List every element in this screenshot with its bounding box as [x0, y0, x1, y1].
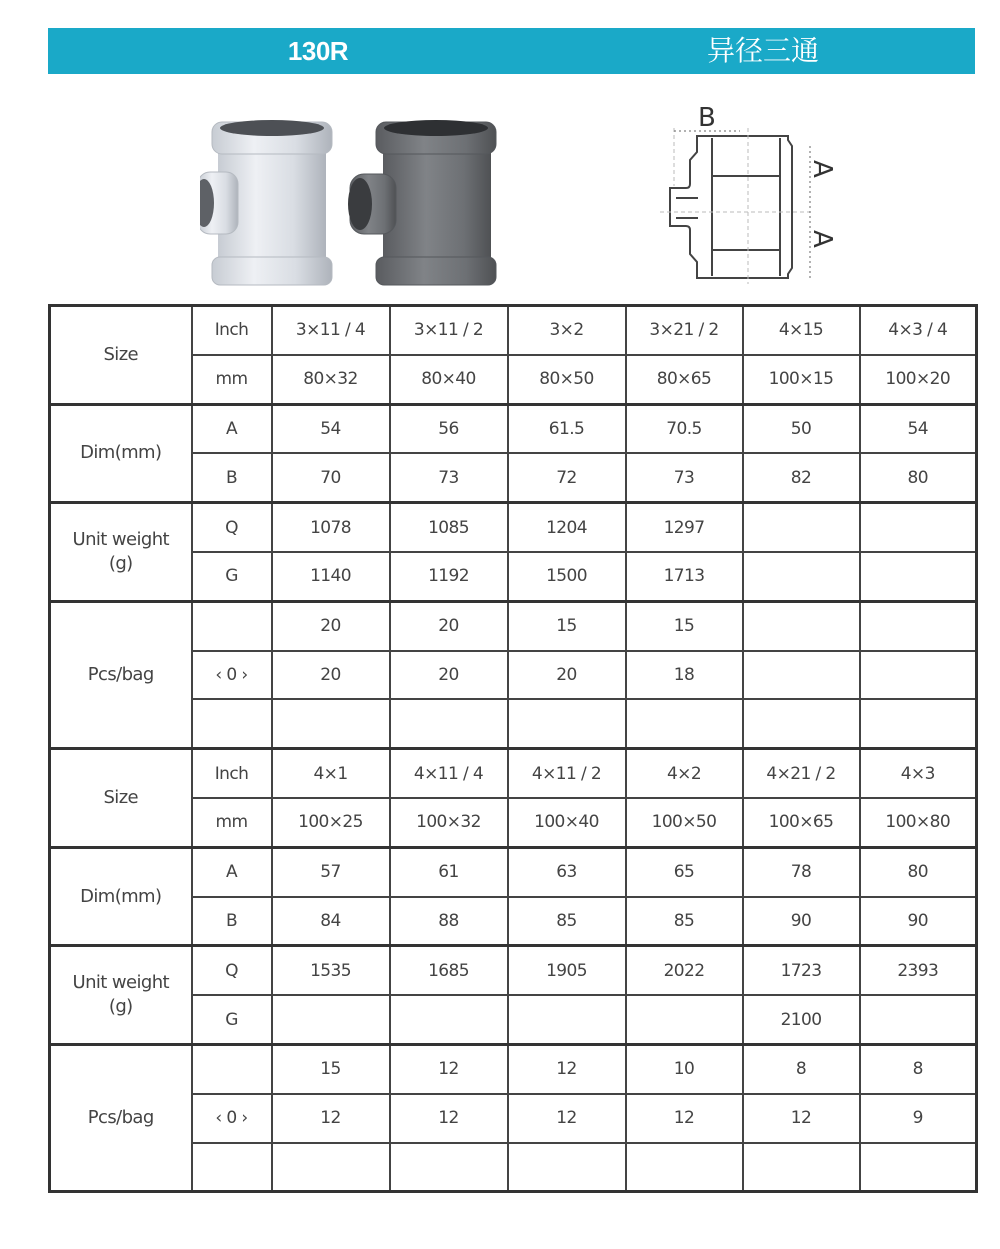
table-cell: 1078 — [272, 503, 390, 552]
table-cell — [743, 601, 860, 650]
table-cell: 54 — [860, 404, 977, 453]
table-cell: 15 — [272, 1044, 390, 1093]
sub-label: Q — [192, 503, 272, 552]
table-cell: 12 — [508, 1044, 626, 1093]
table-cell: 18 — [626, 651, 743, 700]
table-cell: 1140 — [272, 552, 390, 601]
table-row — [50, 1044, 977, 1093]
table-cell: 73 — [390, 453, 508, 502]
weight-label-line2: (g) — [108, 552, 133, 574]
table-cell — [508, 699, 626, 748]
table-cell — [508, 1143, 626, 1192]
sub-label: G — [192, 995, 272, 1044]
table-cell: 1723 — [743, 946, 860, 995]
table-cell: 1192 — [390, 552, 508, 601]
table-cell: 15 — [626, 601, 743, 650]
table-cell: 54 — [272, 404, 390, 453]
sub-label: G — [192, 552, 272, 601]
table-cell: 8 — [860, 1044, 977, 1093]
table-cell: 1500 — [508, 552, 626, 601]
title-banner — [48, 28, 975, 74]
table-cell: 4×11 / 4 — [390, 749, 508, 798]
table-cell: 80×50 — [508, 355, 626, 404]
product-photo — [200, 112, 545, 290]
table-cell: 65 — [626, 847, 743, 896]
table-cell — [860, 601, 977, 650]
table-cell — [626, 995, 743, 1044]
table-cell: 70.5 — [626, 404, 743, 453]
table-cell — [860, 699, 977, 748]
table-cell: 80×40 — [390, 355, 508, 404]
group-label-size: Size — [50, 749, 192, 848]
table-cell — [508, 995, 626, 1044]
table-cell — [743, 651, 860, 700]
spec-table — [48, 304, 978, 1193]
table-cell: 56 — [390, 404, 508, 453]
table-cell: 20 — [390, 651, 508, 700]
label-a-top: A — [807, 160, 837, 178]
group-label-dim: Dim(mm) — [50, 847, 192, 946]
group-label-pcs: Pcs/bag — [50, 601, 192, 748]
table-cell: 1297 — [626, 503, 743, 552]
table-cell: 100×20 — [860, 355, 977, 404]
table-cell: 3×2 — [508, 306, 626, 355]
sub-label: B — [192, 897, 272, 946]
table-cell — [743, 699, 860, 748]
table-cell: 15 — [508, 601, 626, 650]
table-cell: 4×3 — [860, 749, 977, 798]
sub-label: mm — [192, 798, 272, 847]
table-cell: 90 — [860, 897, 977, 946]
table-cell: 100×32 — [390, 798, 508, 847]
sub-label — [192, 1143, 272, 1192]
table-cell: 9 — [860, 1094, 977, 1143]
table-cell: 12 — [390, 1094, 508, 1143]
table-cell: 20 — [272, 651, 390, 700]
label-a-bottom: A — [807, 230, 837, 248]
sub-label: Q — [192, 946, 272, 995]
table-cell: 1685 — [390, 946, 508, 995]
table-cell: 8 — [743, 1044, 860, 1093]
table-cell — [390, 995, 508, 1044]
sub-label: ‹ 0 › — [192, 651, 272, 700]
weight-label-line1: Unit weight — [72, 972, 169, 994]
table-cell — [272, 1143, 390, 1192]
table-cell: 4×3 / 4 — [860, 306, 977, 355]
table-cell: 20 — [508, 651, 626, 700]
group-label-size: Size — [50, 306, 192, 405]
table-cell: 4×1 — [272, 749, 390, 798]
table-cell: 20 — [272, 601, 390, 650]
table-row — [50, 601, 977, 650]
weight-label-line2: (g) — [108, 996, 133, 1018]
table-cell — [743, 1143, 860, 1192]
galvanized-tee-image — [200, 120, 332, 285]
group-label-weight — [50, 503, 192, 602]
table-cell: 100×15 — [743, 355, 860, 404]
table-cell: 12 — [626, 1094, 743, 1143]
table-cell — [272, 995, 390, 1044]
table-cell — [626, 1143, 743, 1192]
table-cell: 1204 — [508, 503, 626, 552]
table-cell: 61 — [390, 847, 508, 896]
table-cell: 12 — [508, 1094, 626, 1143]
table-cell: 2022 — [626, 946, 743, 995]
group-label-pcs: Pcs/bag — [50, 1044, 192, 1191]
sub-label: Inch — [192, 306, 272, 355]
table-cell: 63 — [508, 847, 626, 896]
sub-label: B — [192, 453, 272, 502]
table-cell: 80 — [860, 453, 977, 502]
table-cell — [860, 503, 977, 552]
table-cell — [626, 699, 743, 748]
table-cell: 12 — [743, 1094, 860, 1143]
table-cell: 10 — [626, 1044, 743, 1093]
table-cell: 85 — [508, 897, 626, 946]
table-cell: 3×11 / 4 — [272, 306, 390, 355]
table-cell — [390, 699, 508, 748]
table-cell: 3×21 / 2 — [626, 306, 743, 355]
table-cell: 100×40 — [508, 798, 626, 847]
table-cell: 4×15 — [743, 306, 860, 355]
table-cell: 100×50 — [626, 798, 743, 847]
product-name: 异径三通 — [706, 34, 819, 67]
table-cell: 12 — [390, 1044, 508, 1093]
sub-label: A — [192, 847, 272, 896]
table-cell — [860, 995, 977, 1044]
sub-label: mm — [192, 355, 272, 404]
table-cell: 2100 — [743, 995, 860, 1044]
table-cell: 82 — [743, 453, 860, 502]
table-cell — [860, 552, 977, 601]
table-cell — [860, 1143, 977, 1192]
group-label-dim: Dim(mm) — [50, 404, 192, 503]
sub-label — [192, 1044, 272, 1093]
table-cell: 57 — [272, 847, 390, 896]
table-cell: 100×80 — [860, 798, 977, 847]
table-cell: 1713 — [626, 552, 743, 601]
table-cell: 85 — [626, 897, 743, 946]
table-cell: 100×25 — [272, 798, 390, 847]
table-cell: 84 — [272, 897, 390, 946]
table-row — [50, 847, 977, 896]
table-cell: 12 — [272, 1094, 390, 1143]
black-tee-image — [348, 120, 496, 285]
label-b: B — [698, 103, 716, 133]
table-row — [50, 404, 977, 453]
sub-label: Inch — [192, 749, 272, 798]
dimension-drawing — [640, 98, 840, 288]
table-cell — [390, 1143, 508, 1192]
table-cell: 72 — [508, 453, 626, 502]
table-cell: 50 — [743, 404, 860, 453]
table-cell: 80×32 — [272, 355, 390, 404]
sub-label: A — [192, 404, 272, 453]
table-cell — [860, 651, 977, 700]
table-cell: 70 — [272, 453, 390, 502]
table-cell: 73 — [626, 453, 743, 502]
table-cell — [743, 503, 860, 552]
product-code: 130R — [287, 36, 349, 66]
table-row — [50, 503, 977, 552]
table-cell: 4×21 / 2 — [743, 749, 860, 798]
table-cell: 1535 — [272, 946, 390, 995]
table-cell: 100×65 — [743, 798, 860, 847]
table-cell: 88 — [390, 897, 508, 946]
table-cell: 4×2 — [626, 749, 743, 798]
table-cell: 61.5 — [508, 404, 626, 453]
table-cell — [743, 552, 860, 601]
table-row — [50, 306, 977, 355]
sub-label — [192, 699, 272, 748]
table-cell: 90 — [743, 897, 860, 946]
table-cell: 4×11 / 2 — [508, 749, 626, 798]
table-cell: 1085 — [390, 503, 508, 552]
table-cell: 78 — [743, 847, 860, 896]
weight-label-line1: Unit weight — [72, 528, 169, 550]
table-cell: 3×11 / 2 — [390, 306, 508, 355]
sub-label: ‹ 0 › — [192, 1094, 272, 1143]
sub-label — [192, 601, 272, 650]
table-cell: 1905 — [508, 946, 626, 995]
table-cell — [272, 699, 390, 748]
table-cell: 80×65 — [626, 355, 743, 404]
table-cell: 2393 — [860, 946, 977, 995]
table-cell: 20 — [390, 601, 508, 650]
table-cell: 80 — [860, 847, 977, 896]
table-row — [50, 749, 977, 798]
group-label-weight — [50, 946, 192, 1045]
table-row — [50, 946, 977, 995]
